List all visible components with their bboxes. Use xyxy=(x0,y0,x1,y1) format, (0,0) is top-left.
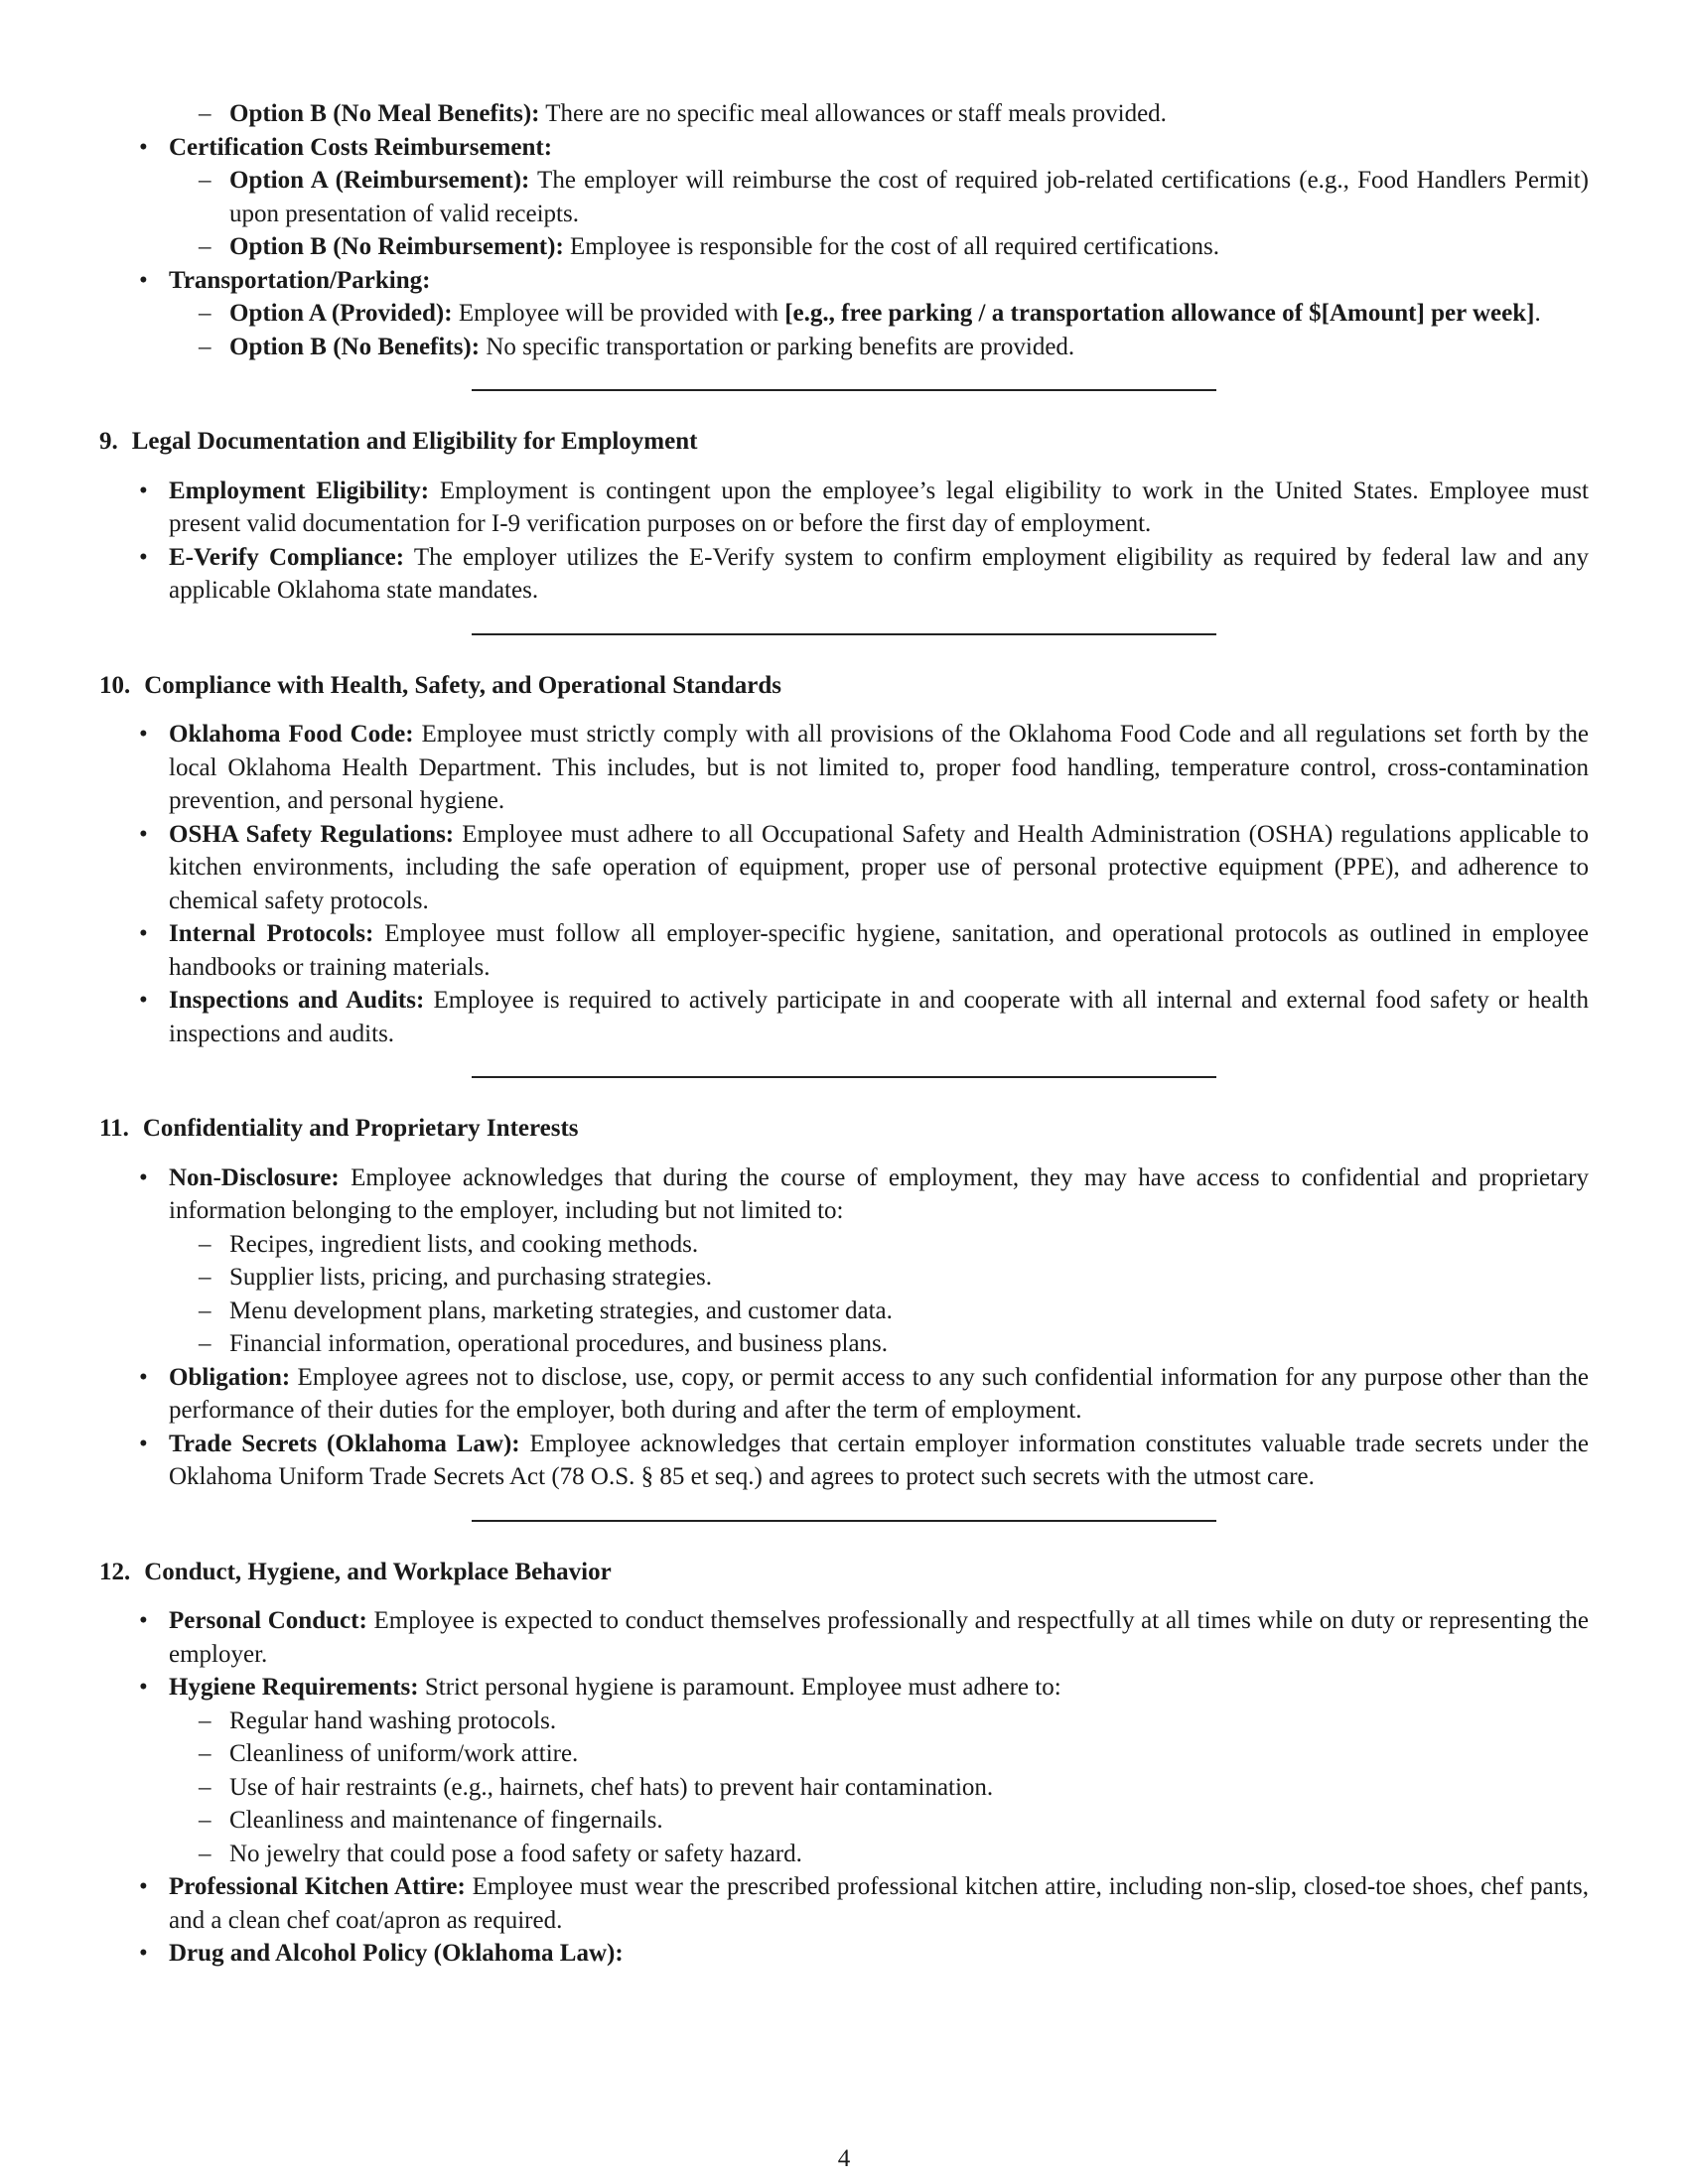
section-number: 10. xyxy=(99,671,131,699)
item-label: E-Verify Compliance: xyxy=(169,543,405,571)
page-number: 4 xyxy=(837,2145,851,2172)
continued-benefits-list xyxy=(99,97,1589,363)
section-heading xyxy=(99,1556,1589,1589)
section xyxy=(99,669,1589,1051)
section-number: 12. xyxy=(99,1558,131,1585)
sections-container xyxy=(99,363,1589,1971)
item-text: Menu development plans, marketing strategies, and customer data. xyxy=(229,1297,893,1324)
item-label: Trade Secrets (Oklahoma Law): xyxy=(169,1430,520,1457)
section-heading xyxy=(99,1112,1589,1146)
item-text: Financial information, operational procedures, and business plans. xyxy=(229,1330,889,1357)
item-label: Option B (No Meal Benefits): xyxy=(229,100,540,127)
sub-list-item xyxy=(99,297,1589,331)
bullet-list-item xyxy=(99,1671,1589,1705)
section-divider xyxy=(472,389,1216,391)
item-label: Option A (Provided): xyxy=(229,300,453,327)
sub-list-item xyxy=(99,1228,1589,1262)
spacer xyxy=(99,608,1589,633)
item-label: Obligation: xyxy=(169,1363,291,1391)
item-text: Cleanliness of uniform/work attire. xyxy=(229,1740,579,1767)
item-text: Cleanliness and maintenance of fingernails. xyxy=(229,1807,663,1834)
item-label: Option B (No Reimbursement): xyxy=(229,233,564,260)
document-page xyxy=(99,97,1589,1971)
item-text: Employee agrees not to disclose, use, copy, or permit access to any such confidential information for any purpose other than the performance of their duties for the employer, both during and after the term of employment. xyxy=(169,1363,1589,1424)
item-text: Supplier lists, pricing, and purchasing strategies. xyxy=(229,1264,713,1291)
item-text: Recipes, ingredient lists, and cooking methods. xyxy=(229,1230,699,1258)
bullet-list-item xyxy=(99,541,1589,608)
sub-list-item xyxy=(99,230,1589,264)
item-label: Employment Eligibility: xyxy=(169,477,430,504)
bullet-list-item xyxy=(99,1361,1589,1428)
section xyxy=(99,1556,1589,1971)
item-text: Employment is contingent upon the employee’s legal eligibility to work in the United States. Employee must present valid documentation for I-9 verification purposes on or before the first day of employment. xyxy=(169,477,1589,537)
item-text: Employee is responsible for the cost of all required certifications. xyxy=(563,233,1219,260)
item-text: Employee is expected to conduct themselves professionally and respectfully at all times while on duty or representing the employer. xyxy=(169,1607,1590,1668)
sub-list-item xyxy=(99,1327,1589,1361)
item-text: Employee is required to actively participate in and cooperate with all internal and external food safety or health inspections and audits. xyxy=(169,987,1589,1047)
sub-list-item xyxy=(99,1261,1589,1295)
item-placeholder: [e.g., free parking / a transportation allowance of $[Amount] per week] xyxy=(784,300,1535,327)
sub-list-item xyxy=(99,164,1589,230)
bullet-list-item xyxy=(99,984,1589,1050)
item-label: Personal Conduct: xyxy=(169,1607,367,1634)
spacer xyxy=(99,1050,1589,1076)
item-label: Professional Kitchen Attire: xyxy=(169,1873,466,1900)
section xyxy=(99,425,1589,608)
section-heading xyxy=(99,425,1589,459)
item-text: Employee acknowledges that during the course of employment, they may have access to confidential and proprietary information belonging to the employer, including but not limited to: xyxy=(169,1163,1589,1224)
item-label: OSHA Safety Regulations: xyxy=(169,820,455,848)
section-number: 9. xyxy=(99,428,118,455)
bullet-list-item xyxy=(99,475,1589,541)
item-text: Regular hand washing protocols. xyxy=(229,1706,557,1734)
item-text: Employee must wear the prescribed professional kitchen attire, including non-slip, closed-toe shoes, chef pants, and a clean chef coat/apron as required. xyxy=(169,1873,1589,1934)
item-text: Employee must adhere to all Occupational Safety and Health Administration (OSHA) regulations applicable to kitchen environments, including the safe operation of equipment, proper use of personal protective equipment (PPE), and adherence to chemical safety protocols. xyxy=(169,820,1589,914)
section xyxy=(99,1112,1589,1494)
spacer xyxy=(99,363,1589,389)
sub-list-item xyxy=(99,97,1589,131)
section-divider xyxy=(472,1076,1216,1078)
section-heading xyxy=(99,669,1589,703)
bullet-list-item xyxy=(99,1604,1589,1671)
item-label: Drug and Alcohol Policy (Oklahoma Law): xyxy=(169,1940,624,1967)
item-label: Option A (Reimbursement): xyxy=(229,167,530,194)
sub-list-item xyxy=(99,1838,1589,1871)
section-divider xyxy=(472,1520,1216,1522)
section-number: 11. xyxy=(99,1115,129,1142)
sub-list-item xyxy=(99,1705,1589,1738)
bullet-list-item xyxy=(99,131,1589,165)
section-title: Conduct, Hygiene, and Workplace Behavior xyxy=(144,1558,612,1585)
item-text: No specific transportation or parking benefits are provided. xyxy=(480,333,1075,360)
bullet-list-item xyxy=(99,1428,1589,1494)
section-title: Legal Documentation and Eligibility for Employment xyxy=(131,428,698,455)
bullet-list-item xyxy=(99,264,1589,298)
sub-list-item xyxy=(99,1804,1589,1838)
item-text: There are no specific meal allowances or staff meals provided. xyxy=(539,100,1167,127)
sub-list-item xyxy=(99,1737,1589,1771)
sub-list-item xyxy=(99,1295,1589,1328)
item-text: The employer utilizes the E-Verify system to confirm employment eligibility as required by federal law and any applicable Oklahoma state mandates. xyxy=(169,543,1589,604)
item-label: Non-Disclosure: xyxy=(169,1163,340,1191)
section-title: Confidentiality and Proprietary Interests xyxy=(142,1115,579,1142)
bullet-list-item xyxy=(99,917,1589,984)
spacer xyxy=(99,1494,1589,1520)
sub-list-item xyxy=(99,331,1589,364)
item-label: Hygiene Requirements: xyxy=(169,1674,419,1701)
item-label: Certification Costs Reimbursement: xyxy=(169,133,553,161)
section-divider xyxy=(472,633,1216,635)
item-text: Use of hair restraints (e.g., hairnets, chef hats) to prevent hair contamination. xyxy=(229,1773,994,1801)
item-tail: . xyxy=(1534,300,1541,327)
item-text: Employee acknowledges that certain employer information constitutes valuable trade secrets under the Oklahoma Uniform Trade Secrets Act (78 O.S. § 85 et seq.) and agrees to protect such secrets with the utmost care. xyxy=(169,1430,1589,1490)
bullet-list-item xyxy=(99,818,1589,918)
bullet-list-item xyxy=(99,718,1589,818)
item-text: Employee must strictly comply with all provisions of the Oklahoma Food Code and all regulations set forth by the local Oklahoma Health Department. This includes, but is not limited to, proper food handling, temperature control, cross-contamination prevention, and personal hygiene. xyxy=(169,721,1589,814)
item-label: Option B (No Benefits): xyxy=(229,333,481,360)
section-title: Compliance with Health, Safety, and Operational Standards xyxy=(144,671,781,699)
item-text: The employer will reimburse the cost of required job-related certifications (e.g., Food Handlers Permit) upon presentation of valid receipts. xyxy=(229,167,1589,227)
bullet-list-item xyxy=(99,1870,1589,1937)
item-label: Transportation/Parking: xyxy=(169,266,431,294)
item-label: Oklahoma Food Code: xyxy=(169,721,414,748)
item-text: Strict personal hygiene is paramount. Employee must adhere to: xyxy=(418,1674,1061,1701)
item-text: Employee must follow all employer-specific hygiene, sanitation, and operational protocols as outlined in employee handbooks or training materials. xyxy=(169,920,1589,981)
bullet-list-item xyxy=(99,1161,1589,1228)
item-text: No jewelry that could pose a food safety or safety hazard. xyxy=(229,1840,802,1867)
item-label: Internal Protocols: xyxy=(169,920,374,947)
item-text: Employee will be provided with xyxy=(452,300,785,327)
bullet-list-item xyxy=(99,1937,1589,1971)
sub-list-item xyxy=(99,1771,1589,1805)
item-label: Inspections and Audits: xyxy=(169,987,425,1014)
